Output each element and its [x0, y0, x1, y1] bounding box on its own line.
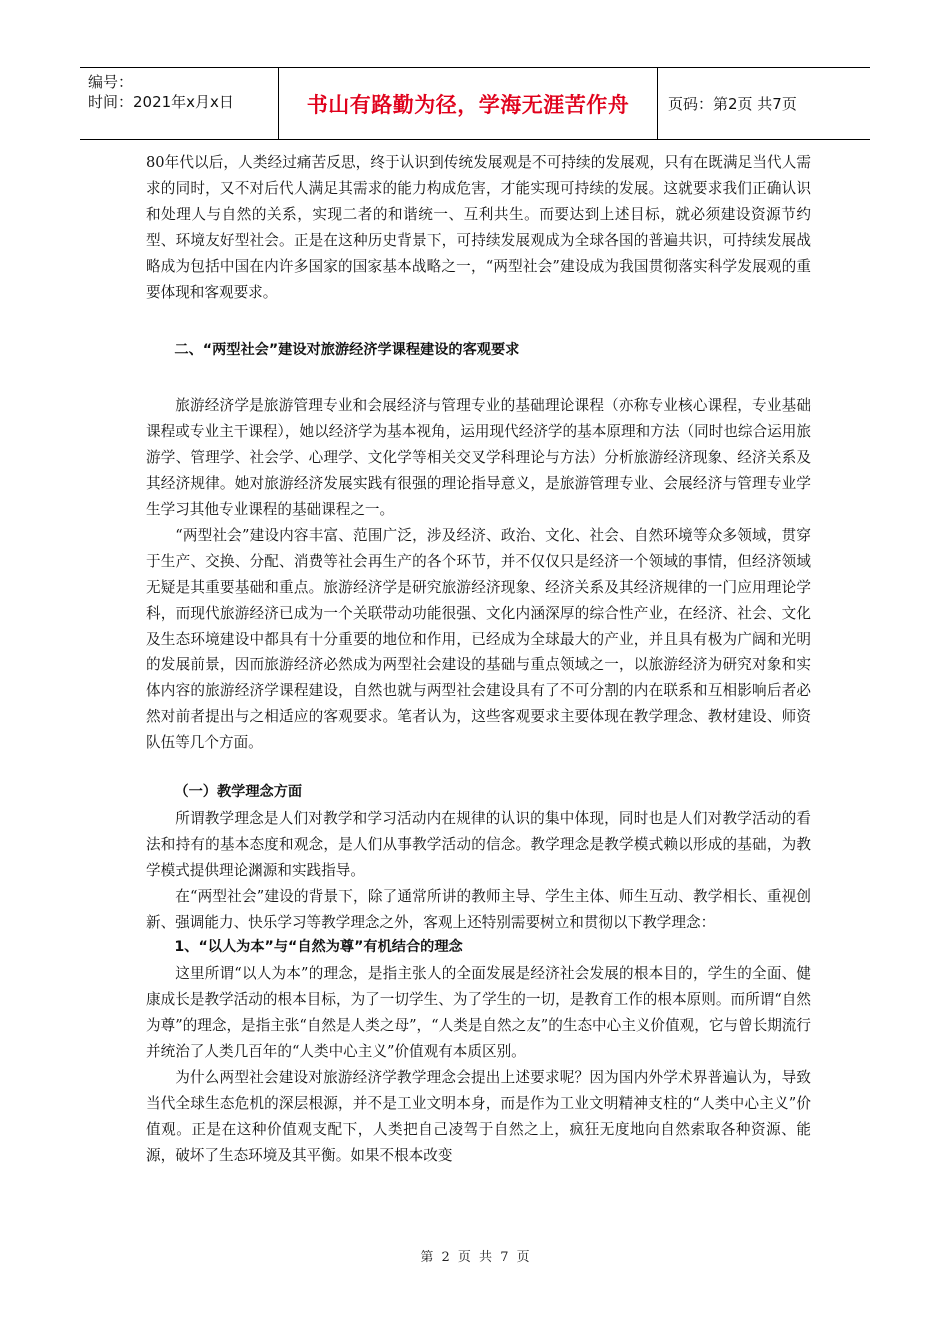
paragraph-two-type-society: “两型社会”建设内容丰富、范围广泛，涉及经济、政治、文化、社会、自然环境等众多领域，贯穿于生产、交换、分配、消费等社会再生产的各个环节，并不仅仅只是经济一个领域的事情，但经济领域无疑是其重要基础和重点。旅游经济学是研究旅游经济现象、经济关系及其经济规律的一门应用理论学科，而现代旅游经济已成为一个关联带动功能很强、文化内涵深厚的综合性产业，在经济、社会、文化及生态环境建设中都具有十分重要的地位和作用，已经成为全球最大的产业，并且具有极为广阔和光明的发展前景，因而旅游经济必然成为两型社会建设的基础与重点领域之一，以旅游经济为研究对象和实体内容的旅游经济学课程建设，自然也就与两型社会建设具有了不可分割的内在联系和互相影响后者必然对前者提出与之相适应的客观要求。笔者认为，这些客观要求主要体现在教学理念、教材建设、师资队伍等几个方面。: [146, 526, 811, 752]
paragraph-why-requirements: 为什么两型社会建设对旅游经济学教学理念会提出上述要求呢？因为国内外学术界普遍认为，导致当代全球生态危机的深层根源，并不是工业文明本身，而是作为工业文明精神支柱的“人类中心主义”价值观。正是在这种价值观支配下，人类把自己凌驾于自然之上，疯狂无度地向自然索取各种资源、能源，破坏了生态环境及其平衡。如果不根本改变: [146, 1069, 811, 1164]
document-body: [146, 150, 811, 1169]
header-motto: 书山有路勤为径，学海无涯苦作舟: [279, 68, 658, 139]
header-meta: [80, 68, 279, 139]
page-footer: 第 2 页 共 7 页: [420, 1250, 530, 1265]
item-heading-1: 1、“以人为本”与“自然为尊”有机结合的理念: [174, 939, 463, 956]
subsection-heading-teaching-philosophy: （一）教学理念方面: [174, 784, 303, 801]
header-page-label: 页码：第2页 共7页: [668, 95, 797, 113]
section-heading-2: 二、“两型社会”建设对旅游经济学课程建设的客观要求: [174, 342, 520, 359]
document-number-label: 编号：: [88, 73, 134, 91]
paragraph-teaching-philosophy-definition: 所谓教学理念是人们对教学和学习活动内在规律的认识的集中体现，同时也是人们对教学活动的看法和持有的基本态度和观念，是人们从事教学活动的信念。教学理念是教学模式赖以形成的基础，为教学模式提供理论渊源和实践指导。: [146, 809, 811, 879]
paragraph-people-oriented: 这里所谓“以人为本”的理念，是指主张人的全面发展是经济社会发展的根本目的，学生的全面、健康成长是教学活动的根本目标，为了一切学生、为了学生的一切，是教育工作的根本原则。而所谓“自然为尊”的理念，是指主张“自然是人类之母”，“人类是自然之友”的生态中心主义价值观，它与曾长期流行并统治了人类几百年的“人类中心主义”价值观有本质区别。: [146, 965, 811, 1061]
document-date-label: 时间：2021年x月x日: [88, 93, 234, 111]
page-header: [80, 67, 870, 140]
paragraph-teaching-philosophy-background: 在“两型社会”建设的背景下，除了通常所讲的教师主导、学生主体、师生互动、教学相长、重视创新、强调能力、快乐学习等教学理念之外，客观上还特别需要树立和贯彻以下教学理念：: [146, 887, 811, 931]
paragraph-tourism-economics: 旅游经济学是旅游管理专业和会展经济与管理专业的基础理论课程（亦称专业核心课程，专业基础课程或专业主干课程），她以经济学为基本视角，运用现代经济学的基本原理和方法（同时也综合运用旅游学、管理学、社会学、心理学、文化学等相关交叉学科理论与方法）分析旅游经济现象、经济关系及其经济规律。她对旅游经济发展实践有很强的理论指导意义，是旅游管理专业、会展经济与管理专业学生学习其他专业课程的基础课程之一。: [146, 397, 811, 518]
paragraph-intro: 80年代以后，人类经过痛苦反思，终于认识到传统发展观是不可持续的发展观，只有在既满足当代人需求的同时，又不对后代人满足其需求的能力构成危害，才能实现可持续的发展。这就要求我们正确认识和处理人与自然的关系，实现二者的和谐统一、互利共生。而要达到上述目标，就必须建设资源节约型、环境友好型社会。正是在这种历史背景下，可持续发展观成为全球各国的普遍共识，可持续发展战略成为包括中国在内许多国家的国家基本战略之一，“两型社会”建设成为我国贯彻落实科学发展观的重要体现和客观要求。: [146, 154, 811, 301]
